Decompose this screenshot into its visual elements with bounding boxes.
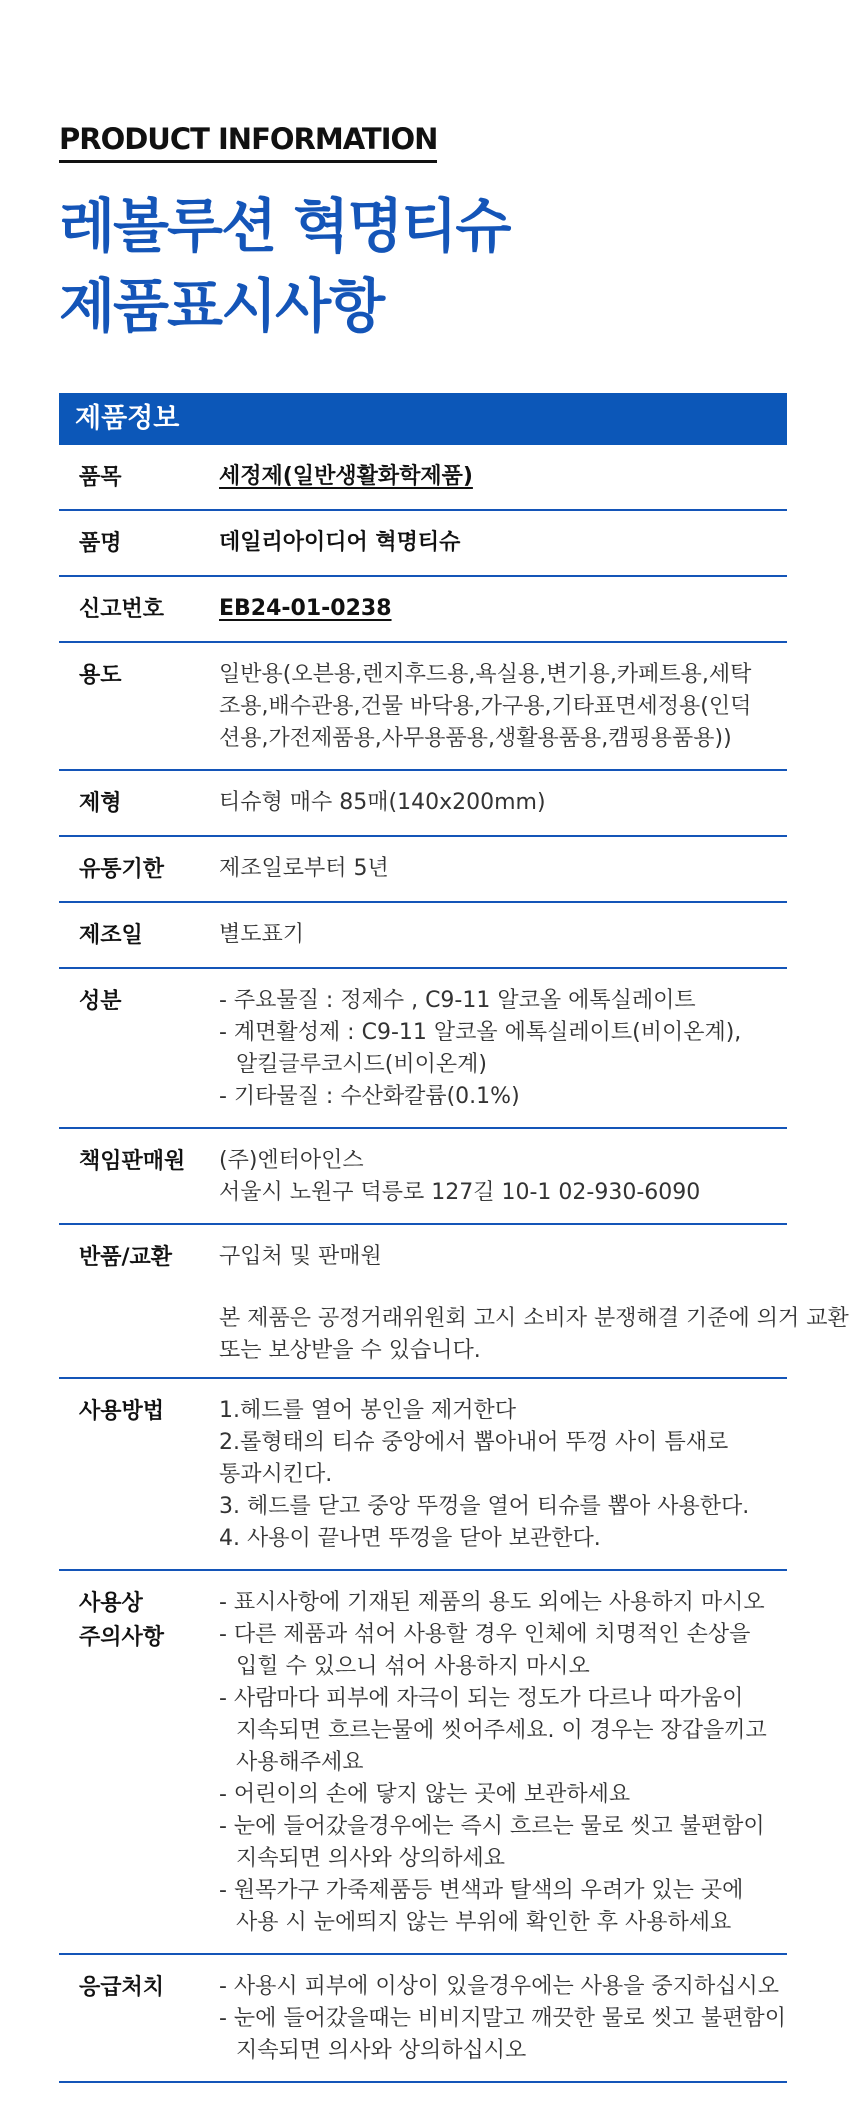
value-line: 데일리아이디어 혁명티슈 [219, 530, 461, 555]
value-line: - 원목가구 가죽제품등 변색과 탈색의 우려가 있는 곳에 [219, 1878, 744, 1903]
value-line: - 표시사항에 기재된 제품의 용도 외에는 사용하지 마시오 [219, 1590, 765, 1615]
value-line: EB24-01-0238 [219, 596, 392, 621]
row-item-category [59, 445, 787, 511]
value-line: 서울시 노원구 덕릉로 127길 10-1 02-930-6090 [219, 1180, 701, 1205]
row-form [59, 771, 787, 837]
row-label: 반품/교환 [79, 1245, 173, 1270]
value-line: 본 제품은 공정거래위원회 고시 소비자 분쟁해결 기준에 의거 교환 [219, 1306, 849, 1331]
row-return-notice [59, 1289, 849, 1379]
value-line: 1.헤드를 열어 봉인을 제거한다 [219, 1398, 516, 1423]
row-label: 품목 [79, 465, 122, 490]
value-line: 티슈형 매수 85매(140x200mm) [219, 790, 546, 815]
row-value [219, 1145, 787, 1209]
value-line: - 주요물질 : 정제수 , C9-11 알코올 에톡실레이트 [219, 988, 696, 1013]
title-line-1: 레볼루션 혁명티슈 [59, 192, 510, 260]
row-value [219, 853, 787, 887]
row-value [219, 1395, 787, 1555]
value-line: (주)엔터아인스 [219, 1148, 364, 1173]
table-heading: 제품정보 [59, 393, 787, 445]
value-line: 제조일로부터 5년 [219, 856, 389, 881]
value-line: 사용 시 눈에띄지 않는 부위에 확인한 후 사용하세요 [236, 1910, 732, 1935]
row-value [219, 1587, 787, 1939]
row-value [219, 527, 787, 561]
value-line: 사용해주세요 [236, 1750, 364, 1775]
value-line: 통과시킨다. [219, 1462, 333, 1487]
value-line: 션용,가전제품용,사무용품용,생활용품용,캠핑용품용)) [219, 726, 732, 751]
page-title [59, 186, 509, 346]
value-line: 3. 헤드를 닫고 중앙 뚜껑을 열어 티슈를 뽑아 사용한다. [219, 1494, 750, 1519]
row-label: 사용방법 [79, 1399, 165, 1424]
row-value [219, 1971, 787, 2067]
value-line: - 사람마다 피부에 자극이 되는 정도가 다르나 따가움이 [219, 1686, 744, 1711]
row-value [219, 985, 787, 1113]
value-line: 구입처 및 판매원 [219, 1244, 382, 1269]
row-directions [59, 1379, 787, 1571]
value-line: 알킬글루코시드(비이온계) [236, 1052, 487, 1077]
value-line: - 기타물질 : 수산화칼륨(0.1%) [219, 1084, 520, 1109]
value-line: 지속되면 흐르는물에 씻어주세요. 이 경우는 장갑을끼고 [236, 1718, 767, 1743]
value-line: 지속되면 의사와 상의하세요 [236, 1846, 506, 1871]
row-expiry [59, 837, 787, 903]
value-line: 또는 보상받을 수 있습니다. [219, 1338, 481, 1363]
label-line: 사용상 [79, 1591, 143, 1616]
row-manufacture-date [59, 903, 787, 969]
value-line: - 다른 제품과 섞어 사용할 경우 인체에 치명적인 손상을 [219, 1622, 751, 1647]
value-line: - 어린이의 손에 닿지 않는 곳에 보관하세요 [219, 1782, 631, 1807]
row-label: 책임판매원 [79, 1149, 186, 1174]
row-product-name [59, 511, 787, 577]
value-line: 조용,배수관용,건물 바닥용,가구용,기타표면세정용(인덕 [219, 694, 752, 719]
row-label: 신고번호 [79, 597, 165, 622]
row-report-number [59, 577, 787, 643]
value-line: 입힐 수 있으니 섞어 사용하지 마시오 [236, 1654, 590, 1679]
row-first-aid [59, 1955, 787, 2083]
product-info-table [59, 393, 849, 2083]
value-line: - 사용시 피부에 이상이 있을경우에는 사용을 중지하십시오 [219, 1974, 779, 1999]
row-label: 성분 [79, 989, 122, 1014]
row-label: 용도 [79, 663, 122, 688]
row-usage [59, 643, 787, 771]
value-line: - 계면활성제 : C9-11 알코올 에톡실레이트(비이온계), [219, 1020, 742, 1045]
value-line: 별도표기 [219, 922, 305, 947]
row-label: 품명 [79, 531, 122, 556]
row-return-exchange [59, 1225, 787, 1289]
row-ingredients [59, 969, 787, 1129]
row-value [219, 659, 787, 755]
row-precautions [59, 1571, 787, 1955]
title-line-2: 제품표시사항 [59, 272, 384, 340]
value-line: 세정제(일반생활화학제품) [219, 464, 473, 489]
row-label: 제조일 [79, 923, 143, 948]
row-value [219, 593, 787, 627]
value-line: 2.롤형태의 티슈 중앙에서 뽑아내어 뚜껑 사이 틈새로 [219, 1430, 729, 1455]
row-label: 제형 [79, 791, 122, 816]
row-label: 유통기한 [79, 857, 165, 882]
value-line: 지속되면 의사와 상의하십시오 [236, 2038, 527, 2063]
label-line: 주의사항 [79, 1625, 165, 1650]
section-eyebrow: PRODUCT INFORMATION [59, 122, 437, 163]
row-label: 응급처치 [79, 1975, 165, 2000]
row-value [219, 1303, 849, 1367]
value-line: 4. 사용이 끝나면 뚜껑을 닫아 보관한다. [219, 1526, 601, 1551]
row-responsible-seller [59, 1129, 787, 1225]
value-line: 일반용(오븐용,렌지후드용,욕실용,변기용,카페트용,세탁 [219, 662, 752, 687]
row-value [219, 919, 787, 953]
row-value [219, 787, 787, 821]
row-value [219, 1241, 787, 1275]
row-value [219, 461, 787, 495]
value-line: - 눈에 들어갔을때는 비비지말고 깨끗한 물로 씻고 불편함이 [219, 2006, 786, 2031]
value-line: - 눈에 들어갔을경우에는 즉시 흐르는 물로 씻고 불편함이 [219, 1814, 765, 1839]
row-label [59, 1587, 219, 1939]
row-label [59, 1303, 219, 1367]
